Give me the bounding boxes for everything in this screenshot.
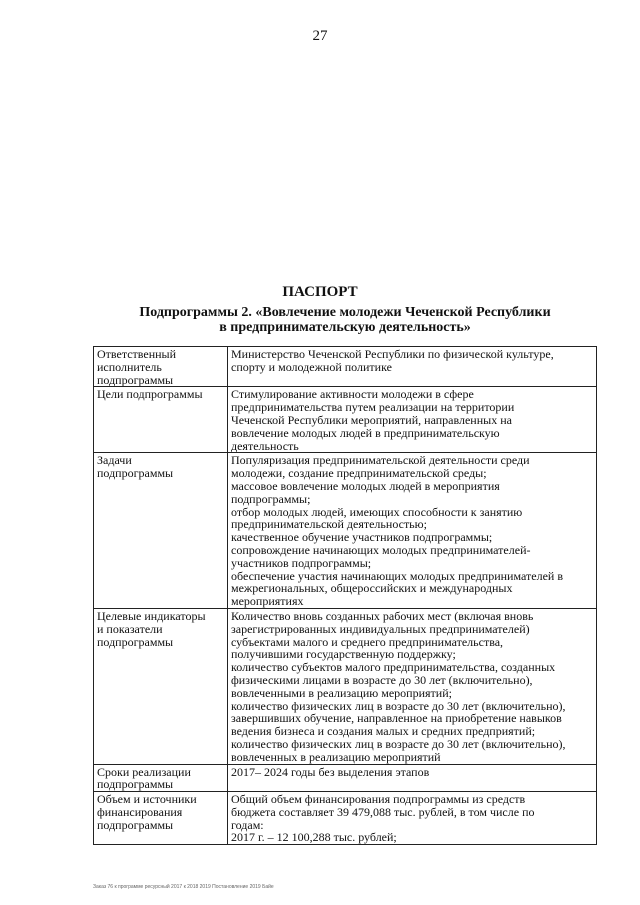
row-content-line: Стимулирование активности молодежи в сфере [231,387,474,402]
subtitle-line: Подпрограммы 2. «Вовлечение молодежи Чеченской Республики [139,305,551,320]
row-content-line: мероприятиях [231,594,304,609]
row-content-line: количество физических лиц в возрасте до 30 лет (включительно), [231,698,566,713]
row-label-line: подпрограммы [97,817,174,832]
row-content-cell [228,792,597,845]
row-content-line: получившими государственную поддержку; [231,647,456,662]
row-content-line: Чеченской Республики мероприятий, направленных на [231,412,512,427]
row-content-line: Количество вновь созданных рабочих мест (включая вновь [231,608,534,623]
row-content-line: предпринимательской деятельностью; [231,517,427,532]
row-label-line: Задачи [97,453,132,468]
row-content-line: 2017– 2024 годы без выделения этапов [231,764,430,779]
page-number: 27 [312,28,328,44]
row-content-line: Популяризация предпринимательской деятельности среди [231,453,530,468]
row-label-line: подпрограммы [97,634,174,649]
row-content-cell [228,453,597,609]
row-content-line: ведения бизнеса и создания малых и средних предприятий; [231,724,536,739]
row-content-line: 2017 г. – 12 100,288 тыс. рублей; [231,830,397,845]
row-label-cell [94,453,228,609]
row-content-line: участников подпрограммы; [231,555,372,570]
row-content-cell [228,764,597,792]
document-subtitle [100,305,590,335]
row-content-line: подпрограммы; [231,491,311,506]
row-content-line: предпринимательства путем реализации на территории [231,400,515,415]
row-content-line: обеспечение участия начинающих молодых предпринимателей в [231,568,563,583]
passport-table-body [94,347,597,845]
passport-row [94,387,597,453]
passport-row [94,764,597,792]
subtitle-line: в предпринимательскую деятельность» [219,320,471,335]
row-content-cell [228,608,597,764]
row-content-line: массовое вовлечение молодых людей в мероприятия [231,478,500,493]
row-label-cell [94,387,228,453]
passport-row [94,608,597,764]
row-content-line: количество субъектов малого предпринимательства, созданных [231,660,556,675]
row-label-line: Объем и источники [97,792,197,807]
row-content-line: годам: [231,817,264,832]
row-content-line: количество физических лиц в возрасте до 30 лет (включительно), [231,736,566,751]
row-label-line: подпрограммы [97,466,174,481]
row-label-cell [94,792,228,845]
row-label-line: подпрограммы [97,777,174,792]
row-label-cell [94,347,228,387]
passport-row [94,453,597,609]
row-label-line: Ответственный [97,347,177,361]
row-label-line: финансирования [97,804,183,819]
row-content-line: качественное обучение участников подпрограммы; [231,530,493,545]
row-content-line: молодежи, создание предпринимательской среды; [231,466,487,481]
row-label-line: подпрограммы [97,372,174,387]
row-content-cell [228,387,597,453]
row-content-line: физическими лицами в возрасте до 30 лет (включительно), [231,672,533,687]
row-label-line: исполнитель [97,359,162,374]
row-content-line: субъектами малого и среднего предпринимательства, [231,634,504,649]
row-label-line: Целевые индикаторы [97,608,206,623]
row-content-line: вовлечение молодых людей в предпринимательскую [231,425,500,440]
row-content-line: отбор молодых людей, имеющих способности к занятию [231,504,523,519]
passport-table [93,346,597,845]
row-content-line: вовлеченных в реализацию мероприятий [231,749,441,764]
footer-note: Заказ 76 к программе ресурсный 2017 к 2018 2019 Постановление 2019 Байе [93,884,274,890]
row-content-line: деятельность [231,438,299,453]
row-content-line: вовлеченными в реализацию мероприятий; [231,685,452,700]
row-label-line: и показатели [97,621,163,636]
passport-row [94,347,597,387]
row-label-cell [94,764,228,792]
row-content-line: Общий объем финансирования подпрограммы из средств [231,792,526,807]
row-label-line: Сроки реализации [97,764,191,779]
row-content-line: бюджета составляет 39 479,088 тыс. рублей, в том числе по [231,804,535,819]
row-content-line: спорту и молодежной политике [231,359,392,374]
row-label-cell [94,608,228,764]
row-label-line: Цели подпрограммы [97,387,203,402]
row-content-line: сопровождение начинающих молодых предпринимателей- [231,542,531,557]
row-content-line: зарегистрированных индивидуальных предпринимателей) [231,621,530,636]
document-title: ПАСПОРТ [282,284,358,300]
passport-row [94,792,597,845]
row-content-cell [228,347,597,387]
row-content-line: межрегиональных, общероссийских и международных [231,581,513,596]
row-content-line: Министерство Чеченской Республики по физической культуре, [231,347,554,361]
row-content-line: завершивших обучение, направленное на приобретение навыков [231,711,562,726]
